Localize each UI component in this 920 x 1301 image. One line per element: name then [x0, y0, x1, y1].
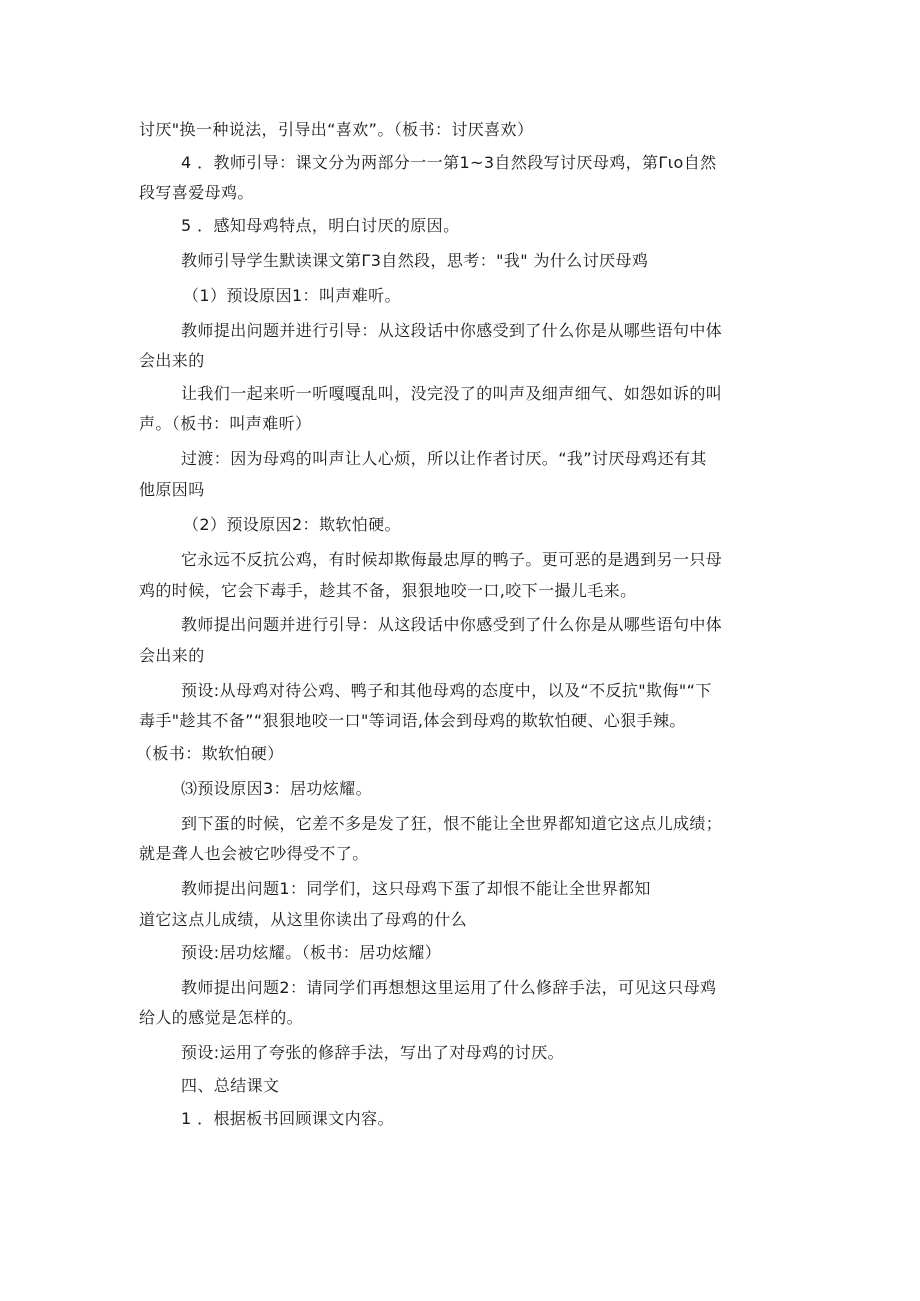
text-line: 过渡：因为母鸡的叫声让人心烦，所以让作者讨厌。“我”讨厌母鸡还有其: [181, 449, 707, 468]
text-line: 教师提出问题2：请同学们再想想这里运用了什么修辞手法，可见这只母鸡: [181, 978, 717, 997]
text-line: 4 ．教师引导：课文分为两部分一一第1~3自然段写讨厌母鸡，第Γιo自然: [181, 153, 717, 172]
text-line: 预设:从母鸡对待公鸡、鸭子和其他母鸡的态度中，以及“不反抗"欺侮"“下: [181, 681, 712, 700]
text-line: 教师提出问题1：同学们，这只母鸡下蛋了却恨不能让全世界都知: [181, 879, 651, 898]
text-line: 教师引导学生默读课文第Γ3自然段，思考："我" 为什么讨厌母鸡: [181, 251, 649, 270]
text-line: 声。（板书：叫声难听）: [139, 414, 312, 433]
text-line: 预设:运用了夸张的修辞手法，写出了对母鸡的讨厌。: [181, 1043, 564, 1062]
text-line: 教师提出问题并进行引导：从这段话中你感受到了什么你是从哪些语句中体: [181, 321, 723, 340]
text-line: 毒手"趁其不备”“狠狠地咬一口"等词语,体会到母鸡的欺软怕硬、心狠手辣。: [139, 711, 686, 730]
text-line: （1）预设原因1：叫声难听。: [183, 286, 401, 305]
text-line: 5 ．感知母鸡特点，明白讨厌的原因。: [181, 216, 460, 235]
text-line: 段写喜爱母鸡。: [139, 183, 254, 202]
text-line: 道它这点儿成绩，从这里你读出了母鸡的什么: [139, 910, 468, 929]
text-line: 到下蛋的时候，它差不多是发了狂，恨不能让全世界都知道它这点儿成绩；: [181, 814, 723, 833]
text-line: 1 ．根据板书回顾课文内容。: [181, 1109, 394, 1128]
text-line: ⑶预设原因3：居功炫耀。: [181, 779, 372, 798]
text-line: 给人的感觉是怎样的。: [139, 1008, 304, 1027]
text-line: 讨厌"换一种说法，引导出“喜欢”。（板书：讨厌喜欢）: [139, 120, 534, 139]
text-line: 会出来的: [139, 646, 205, 665]
text-line: 让我们一起来听一听嘎嘎乱叫，没完没了的叫声及细声细气、如怨如诉的叫: [181, 384, 723, 403]
text-line: 它永远不反抗公鸡，有时候却欺侮最忠厚的鸭子。更可恶的是遇到另一只母: [181, 550, 723, 569]
section-heading: 四、总结课文: [181, 1076, 280, 1095]
text-line: 教师提出问题并进行引导：从这段话中你感受到了什么你是从哪些语句中体: [181, 615, 723, 634]
text-line: 预设:居功炫耀。（板书：居功炫耀）: [181, 943, 442, 962]
text-line: （板书：欺软怕硬）: [136, 744, 284, 763]
text-line: 鸡的时候，它会下毒手，趁其不备，狠狠地咬一口,咬下一撮儿毛来。: [139, 581, 637, 600]
text-line: （2）预设原因2：欺软怕硬。: [183, 515, 401, 534]
text-line: 会出来的: [139, 351, 205, 370]
text-line: 他原因吗: [139, 480, 205, 499]
text-line: 就是聋人也会被它吵得受不了。: [139, 844, 369, 863]
